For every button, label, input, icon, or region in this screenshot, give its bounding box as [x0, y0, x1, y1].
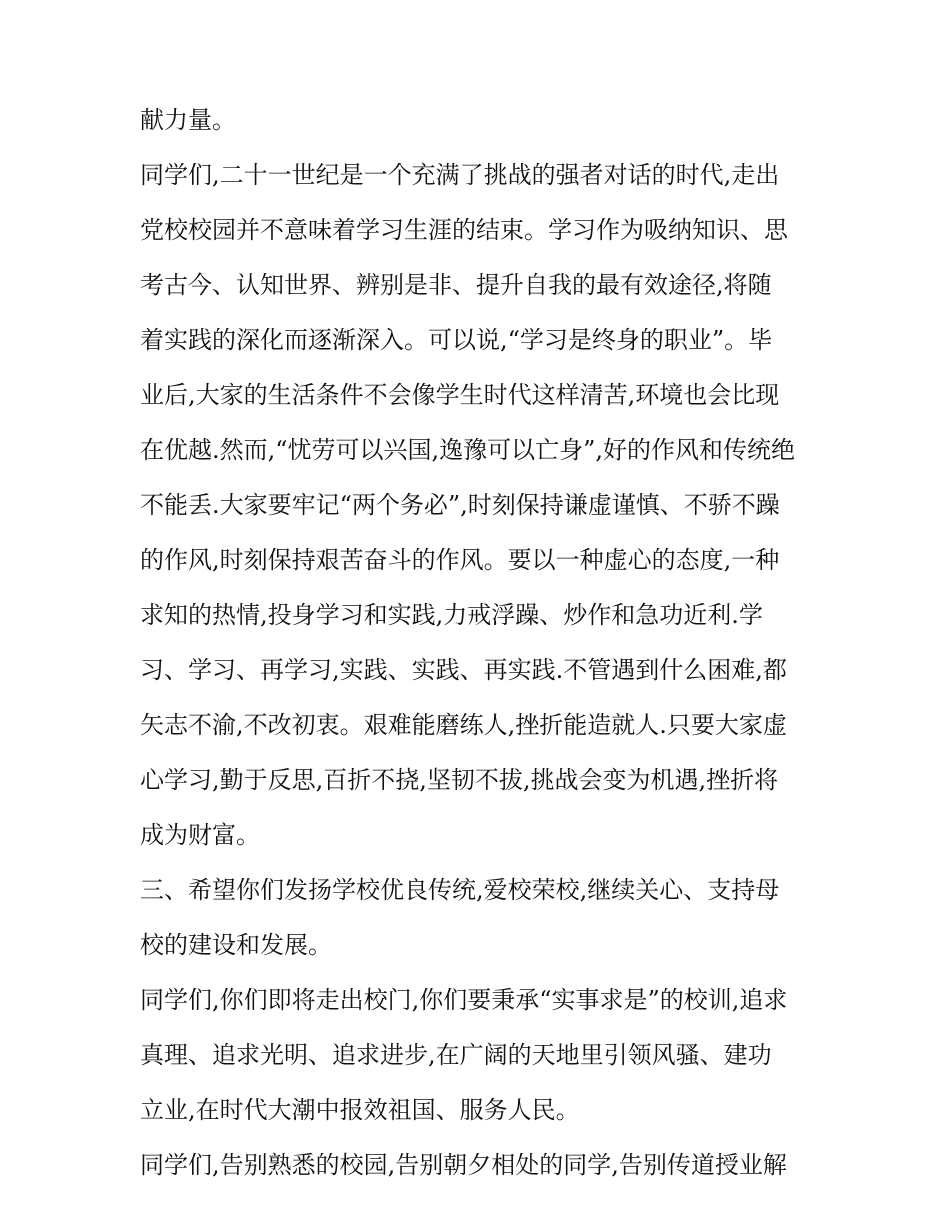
text-line: 立业,在时代大潮中报效祖国、服务人民。	[140, 1096, 580, 1124]
text-line: 业后,大家的生活条件不会像学生时代这样清苦,环境也会比现	[140, 381, 780, 409]
text-line: 着实践的深化而逐渐深入。可以说,“学习是终身的职业”。毕	[140, 326, 773, 354]
text-line: 献力量。	[140, 106, 236, 134]
text-line: 考古今、认知世界、辨别是非、提升自我的最有效途径,将随	[140, 271, 772, 299]
text-line: 党校校园并不意味着学习生涯的结束。学习作为吸纳知识、思	[140, 216, 788, 244]
text-line: 不能丢.大家要牢记“两个务必”,时刻保持谦虚谨慎、不骄不躁	[140, 491, 780, 519]
text-line: 同学们,你们即将走出校门,你们要秉承“实事求是”的校训,追求	[140, 986, 788, 1014]
text-line: 成为财富。	[140, 821, 260, 849]
text-line: 同学们,告别熟悉的校园,告别朝夕相处的同学,告别传道授业解	[140, 1151, 787, 1179]
text-line: 在优越.然而,“忧劳可以兴国,逸豫可以亡身”,好的作风和传统绝	[140, 436, 796, 464]
text-line: 真理、追求光明、追求进步,在广阔的天地里引领风骚、建功	[140, 1041, 772, 1069]
text-line: 求知的热情,投身学习和实践,力戒浮躁、炒作和急功近利.学	[140, 601, 763, 629]
text-line: 习、学习、再学习,实践、实践、再实践.不管遇到什么困难,都	[140, 656, 787, 684]
text-line: 校的建设和发展。	[140, 931, 332, 959]
text-line: 矢志不渝,不改初衷。艰难能磨练人,挫折能造就人.只要大家虚	[140, 711, 787, 739]
text-line: 的作风,时刻保持艰苦奋斗的作风。要以一种虚心的态度,一种	[140, 546, 780, 574]
text-line: 心学习,勤于反思,百折不挠,坚韧不拔,挑战会变为机遇,挫折将	[140, 766, 779, 794]
text-line: 同学们,二十一世纪是一个充满了挑战的强者对话的时代,走出	[140, 161, 780, 189]
text-line: 三、希望你们发扬学校优良传统,爱校荣校,继续关心、支持母	[140, 876, 780, 904]
